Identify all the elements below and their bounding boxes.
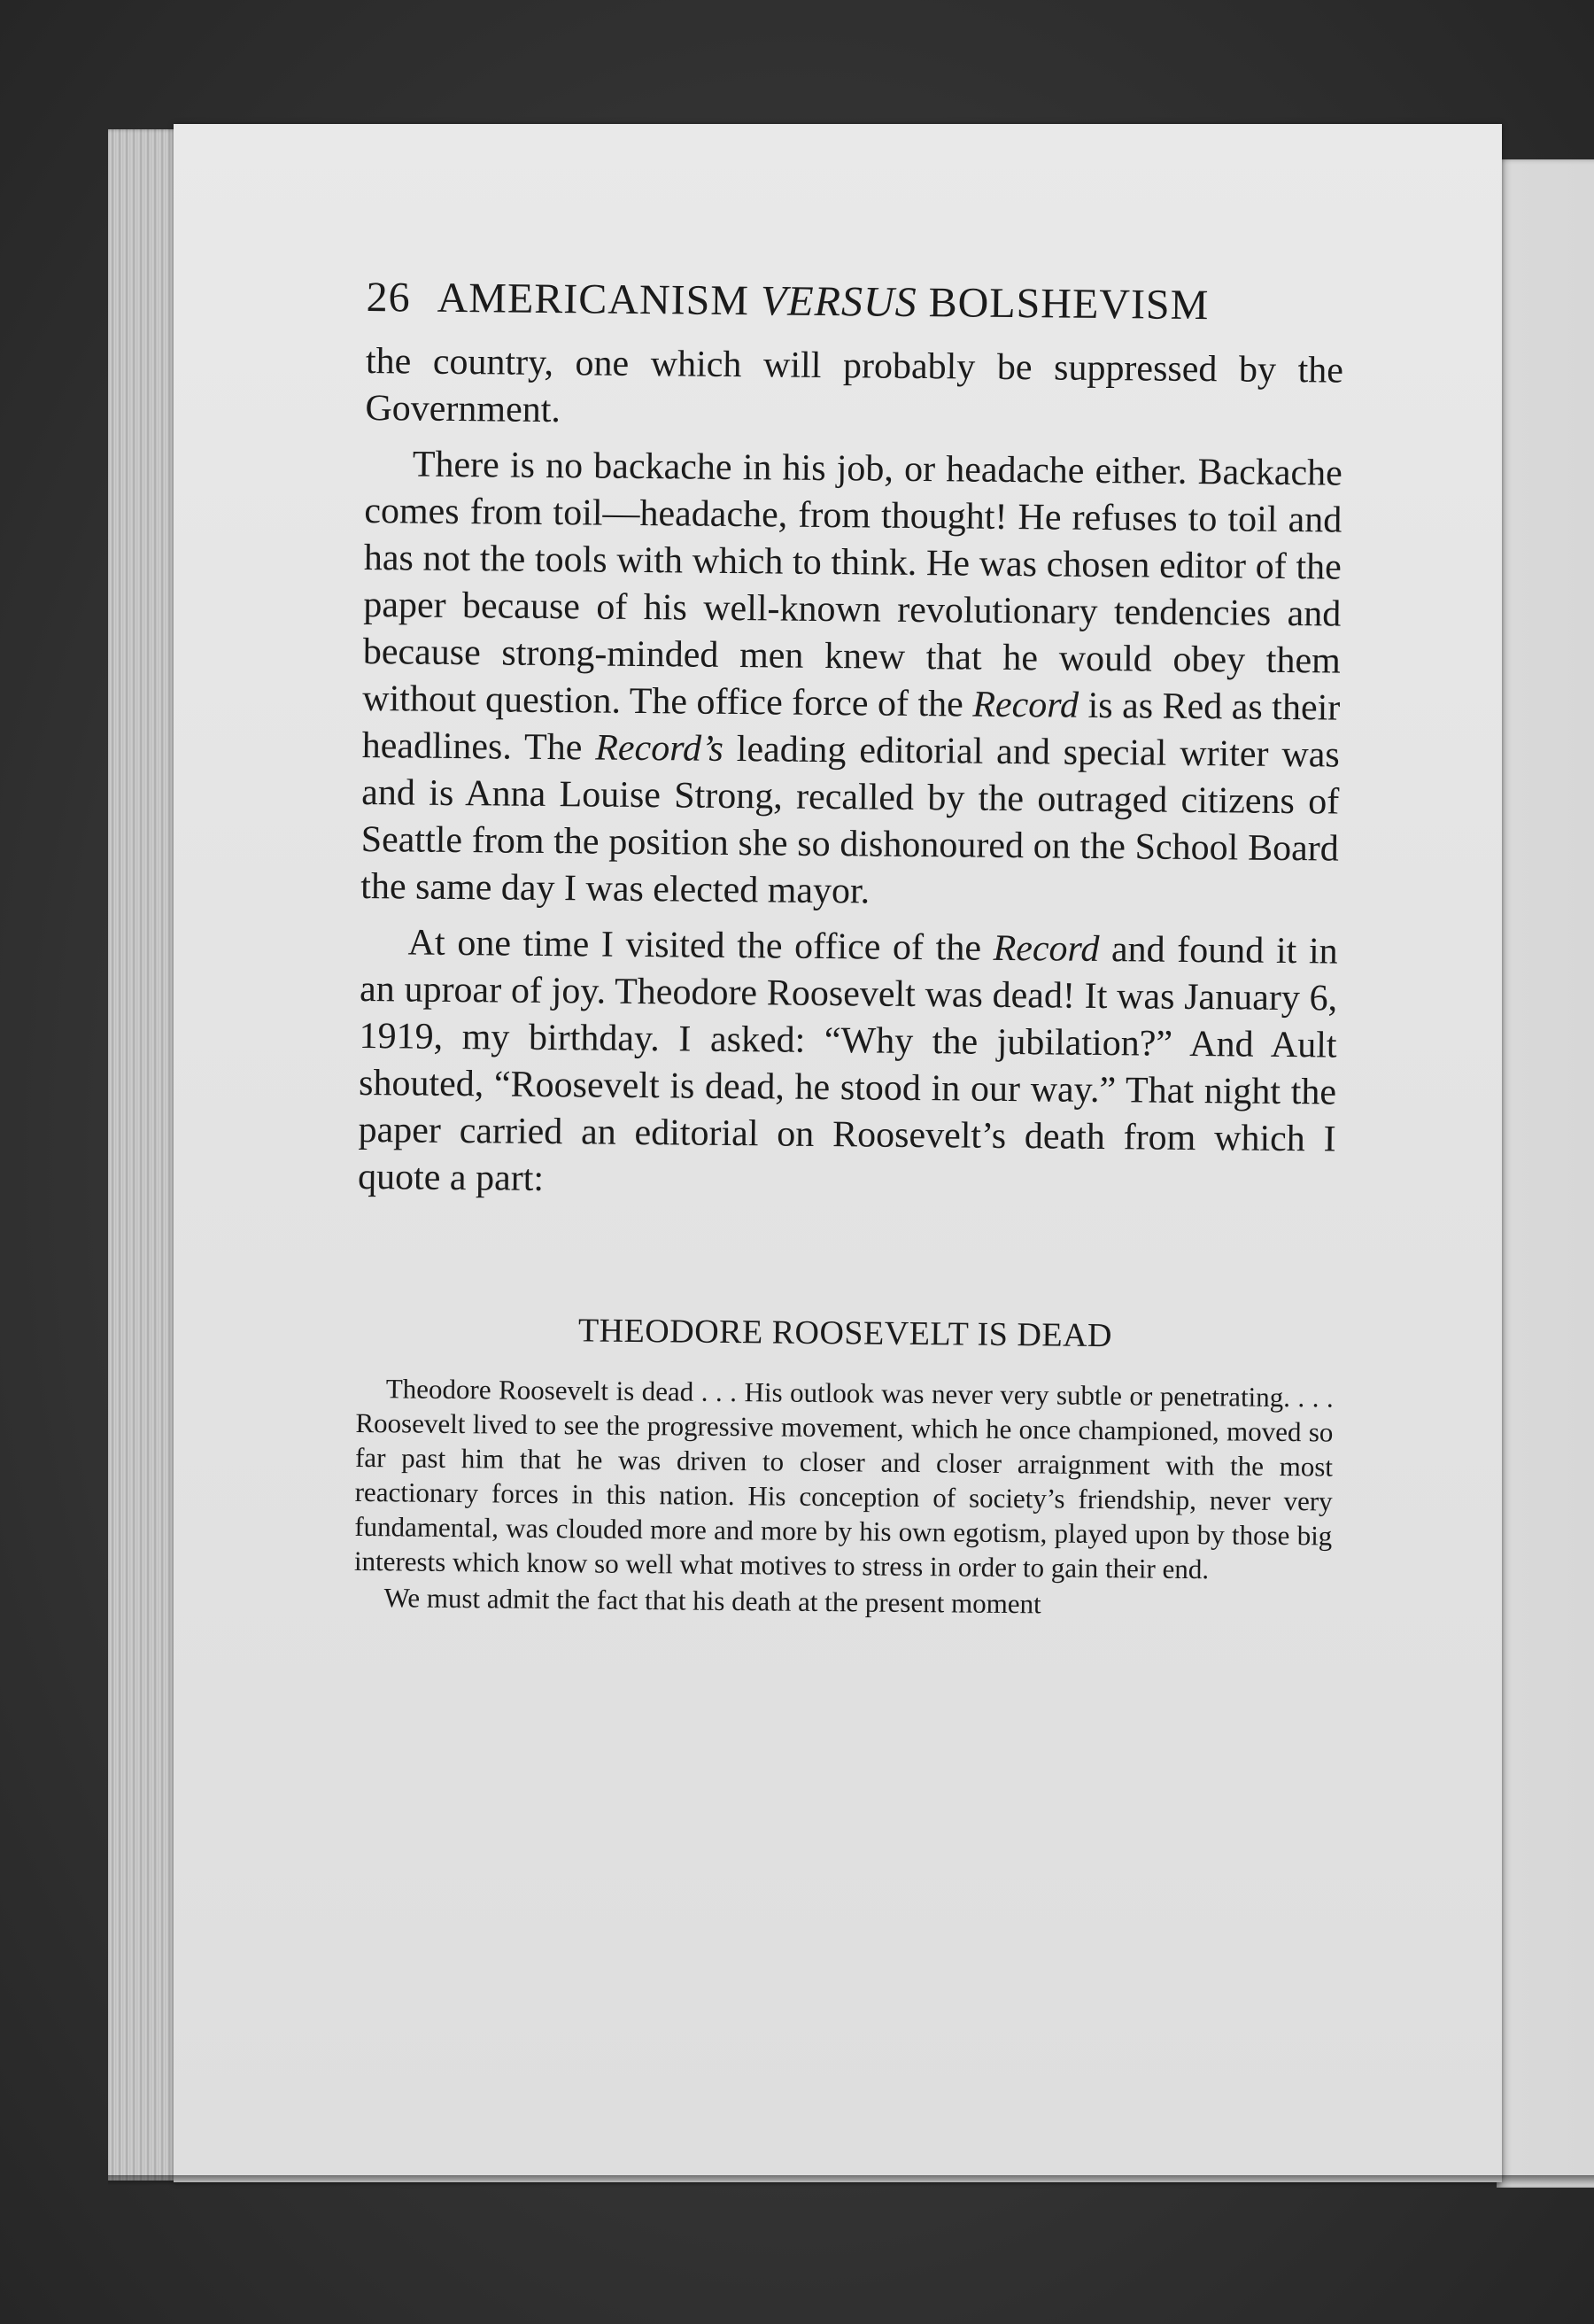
paragraph-3-text-a: At one time I visited the office of the [407,922,994,969]
paragraph-3-text-b: and found it in an uproar of joy. Theodore Roosevelt was dead! It was January 6, 1919, my birthday. I asked: “Why the jubilation?” And Ault shouted, “Roosevelt is dead, he stood in our way.” That night the paper carried an editorial on Roosevelt’s death from which I quote a part: [357,928,1338,1199]
quote-paragraph-1: Theodore Roosevelt is dead . . . His outlook was never very subtle or penetrating. . . . Roosevelt lived to see the progressive movement, which he once championed, moved so far past him that he was driven to closer and closer arraignment with the most reactionary forces in this nation. His conception of society’s friendship, never very fundamental, was clouded more and more by his own egotism, played upon by those big interests which know so well what motives to stress in order to gain their end. [353,1373,1334,1585]
running-head [366,266,1344,339]
running-title-italic: VERSUS [760,277,917,326]
record-title-3: Record [993,927,1100,970]
page-number: 26 [366,273,411,321]
paragraph-2-text-a: There is no backache in his job, or headache either. Backache comes from toil—headache, from thought! He refuses to toil and has not the tools with which to think. He was chosen editor of the paper because of his well-known revolutionary tendencies and because strong-minded men knew that he would obey them without question. The office force of the [362,444,1343,725]
page-content [353,266,1344,1624]
facing-page [1497,159,1594,2188]
paragraph-2-text-b: is as Red as their headlines. The [361,685,1341,769]
paragraph-2-text-c: leading editorial and special writer was and is Anna Louise Strong, recalled by the outraged citizens of Seattle from the position she so dishonoured on the School Board the same day I was elected mayor. [360,728,1340,912]
page-bottom-shadow [108,2175,1594,2186]
body-paragraph-3 [358,919,1338,1211]
running-title-part-1: AMERICANISM [437,274,750,325]
quote-heading: THEODORE ROOSEVELT IS DEAD [577,1312,1113,1355]
running-title-part-2: BOLSHEVISM [928,279,1210,329]
quoted-editorial [353,1305,1334,1624]
quote-paragraph-2: We must admit the fact that his death at the present moment [383,1582,1041,1620]
record-title-2: Record’s [595,727,724,770]
record-title-1: Record [972,684,1079,726]
body-paragraph-2 [360,441,1343,920]
body-paragraph-1: the country, one which will probably be suppressed by the Government. [365,340,1344,431]
